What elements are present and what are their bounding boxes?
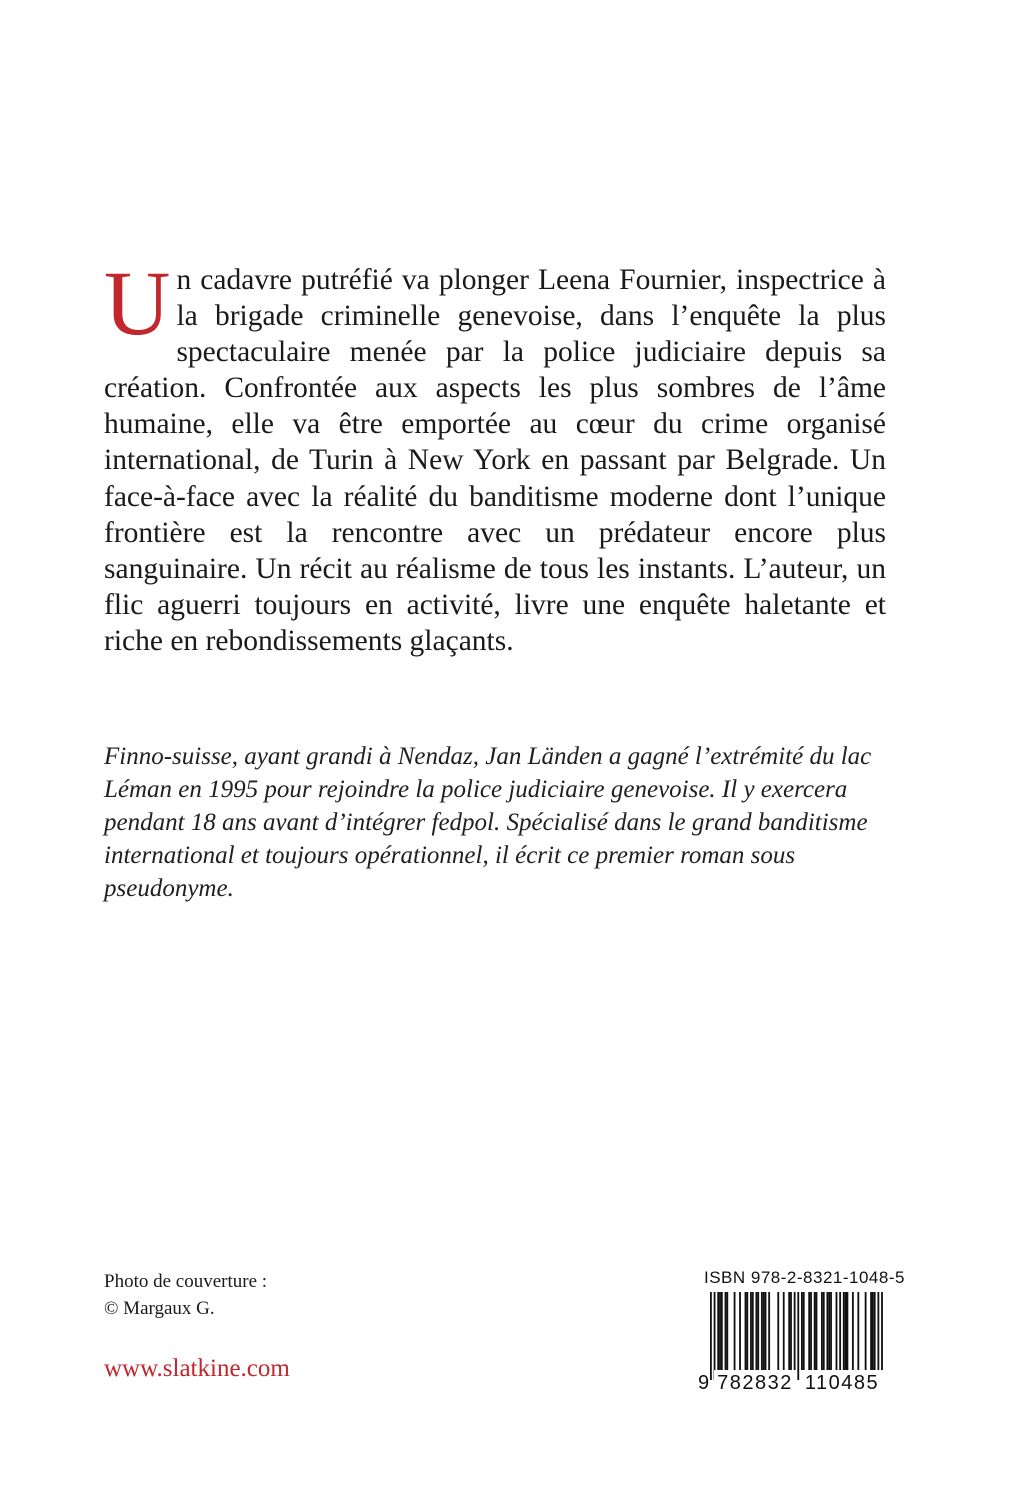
barcode-bar [828, 1292, 830, 1372]
isbn-barcode [694, 1268, 905, 1392]
barcode-bar [847, 1292, 849, 1372]
barcode-bar [821, 1292, 823, 1372]
synopsis-text: n cadavre putréfié va plonger Leena Fournier, inspectrice à la brigade criminelle genevoise, dans l’enquête la plus spectaculaire menée par la police judiciaire depuis sa création. Confrontée aux aspects les plus sombres de l’âme humaine, elle va être emportée au cœur du crime organisé international, de Turin à New York en passant par Belgrade. Un face-à-face avec la réalité du banditisme moderne dont l’unique frontière est la rencontre avec un prédateur encore plus sanguinaire. Un récit au réalisme de tous les instants. L’auteur, un flic aguerri toujours en activité, livre une enquête haletante et riche en rebondissements glaçants. [104, 264, 886, 657]
synopsis-paragraph [104, 252, 886, 659]
barcode-bar [816, 1292, 818, 1372]
barcode-bar [794, 1292, 796, 1380]
barcode-bar [877, 1292, 879, 1380]
barcode-bar [721, 1292, 723, 1372]
barcode-bar [839, 1292, 841, 1372]
barcode-bar [790, 1292, 792, 1372]
barcode-bar [845, 1292, 847, 1372]
barcode-bar [763, 1292, 765, 1372]
barcode-bar [808, 1292, 810, 1372]
isbn-label: ISBN 978-2-8321-1048-5 [704, 1268, 905, 1287]
barcode-bar [756, 1292, 758, 1372]
barcode-bar [725, 1292, 727, 1372]
barcode-bar [726, 1292, 728, 1372]
barcode-bar [810, 1292, 812, 1372]
barcode-bar [714, 1292, 716, 1380]
barcode-bar [745, 1292, 747, 1372]
barcode-left-digits: 782832 [717, 1372, 793, 1392]
barcode-bar [872, 1292, 874, 1372]
barcode-bar [765, 1292, 767, 1372]
barcode-bar [836, 1292, 838, 1372]
drop-cap: U [104, 252, 171, 354]
barcode-bar [777, 1292, 779, 1372]
photo-credit-label: Photo de couverture : [104, 1271, 268, 1292]
barcode-bar [830, 1292, 832, 1372]
barcode-bar [852, 1292, 854, 1372]
barcode-bar [814, 1292, 816, 1372]
barcode-first-digit: 9 [698, 1372, 710, 1392]
barcode-bar [750, 1292, 752, 1372]
barcode-bar [752, 1292, 754, 1372]
website-link[interactable]: www.slatkine.com [104, 1355, 290, 1382]
barcode-bar [710, 1292, 712, 1380]
barcode-bar [739, 1292, 741, 1372]
barcode-bar [719, 1292, 721, 1372]
barcode-bar [881, 1292, 883, 1380]
barcode-graphic [694, 1292, 896, 1392]
photo-credit [104, 1268, 267, 1322]
barcode-bar [874, 1292, 876, 1372]
barcode-bar [783, 1292, 785, 1372]
barcode-bar [757, 1292, 759, 1372]
barcode-bar [843, 1292, 845, 1372]
barcode-bar [734, 1292, 736, 1372]
barcode-bar [801, 1292, 803, 1372]
barcode-bar [788, 1292, 790, 1372]
barcode-right-digits: 110485 [804, 1372, 880, 1392]
barcode-bar [717, 1292, 719, 1372]
barcode-bars [710, 1292, 883, 1380]
photo-credit-value: © Margaux G. [104, 1298, 215, 1319]
barcode-bar [768, 1292, 770, 1372]
barcode-bar [823, 1292, 825, 1372]
barcode-bar [865, 1292, 867, 1372]
barcode-bar [746, 1292, 748, 1372]
barcode-bar [870, 1292, 872, 1372]
barcode-bar [761, 1292, 763, 1372]
barcode-bar [803, 1292, 805, 1372]
barcode-bar [857, 1292, 859, 1372]
barcode-bar [797, 1292, 799, 1380]
author-bio: Finno-suisse, ayant grandi à Nendaz, Jan Länden a gagné l’extrémité du lac Léman en 1995 pour rejoindre la police judiciaire genevoise. Il y exercera pendant 18 ans avant d’intégrer fedpol. Spécialisé dans le grand banditisme international et toujours opérationnel, il écrit ce premier roman sous pseudonyme. [104, 743, 872, 902]
barcode-bar [826, 1292, 828, 1372]
